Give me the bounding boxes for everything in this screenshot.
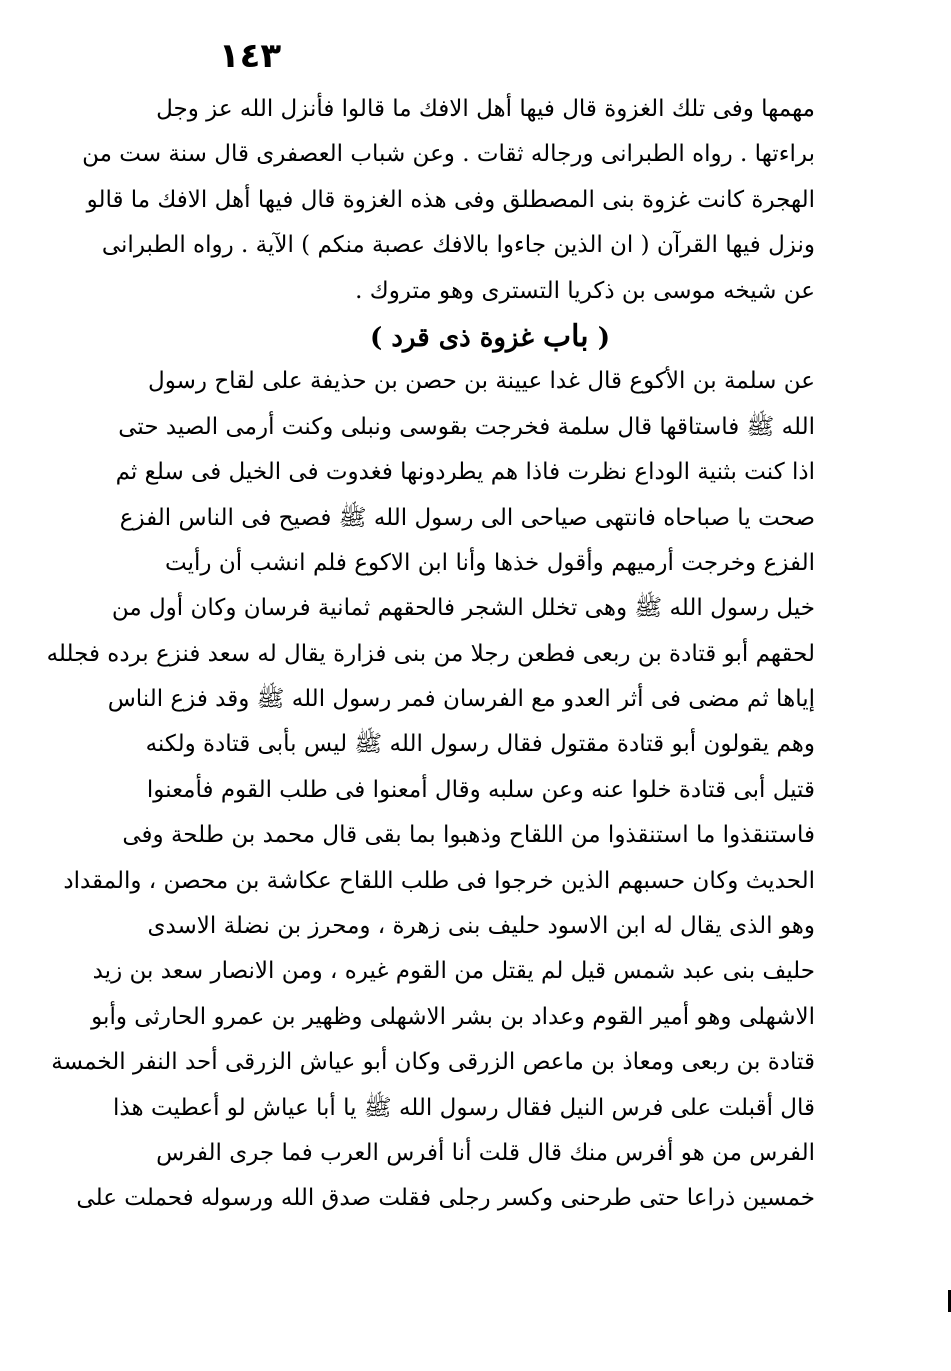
text-line: حليف بنى عبد شمس قيل لم يقتل من القوم غيره ، ومن الانصار سعد بن زيد: [92, 958, 815, 985]
text-line: الفرس من هو أفرس منك قال قلت أنا أفرس العرب فما جرى الفرس: [156, 1139, 815, 1166]
text-line: عن سلمة بن الأكوع قال غدا عيينة بن حصن بن حذيفة على لقاح رسول: [148, 368, 815, 395]
text-line: مهمها وفى تلك الغزوة قال فيها أهل الافك ما قالوا فأنزل الله عز وجل: [156, 96, 815, 122]
page-body-text: [46, 87, 815, 1222]
text-line: قتادة بن ربعى ومعاذ بن ماعص الزرقى وكان أبو عياش الزرقى أحد النفر الخمسة: [51, 1049, 815, 1076]
chapter-heading: [165, 314, 815, 359]
text-line: صحت يا صباحاه فانتهى صياحى الى رسول الله ﷺ فصيح فى الناس الفزع: [119, 504, 815, 531]
text-line: خيل رسول الله ﷺ وهى تخلل الشجر فالحقهم ثمانية فرسان وكان أول من: [111, 595, 815, 622]
text-line: الاشهلى وهو أمير القوم وعداد بن بشر الاشهلى وظهير بن عمرو الحارثى وأبو: [91, 1003, 815, 1030]
heading-open-paren: (: [597, 322, 611, 353]
text-line: ونزل فيها القرآن ( ان الذين جاءوا بالافك عصبة منكم ) الآية . رواه الطبرانى: [101, 232, 815, 259]
text-line: لحقهم أبو قتادة بن ربعى فطعن رجلا من بنى فزارة يقال له سعد فنزع برده فجلله: [46, 640, 815, 667]
heading-close-paren: ): [369, 322, 383, 353]
text-line: اذا كنت بثنية الوداع نظرت فاذا هم يطردونها فغدوت فى الخيل فى سلع ثم: [115, 459, 815, 486]
text-line: قتيل أبى قتادة خلوا عنه وعن سلبه وقال أمعنوا فى طلب القوم فأمعنوا: [146, 776, 815, 803]
text-line: عن شيخه موسى بن ذكريا التسترى وهو متروك .: [355, 277, 815, 304]
text-line: براءتها . رواه الطبرانى ورجاله ثقات . وعن شباب العصفرى قال سنة ست من: [82, 141, 815, 168]
text-line: وهو الذى يقال له ابن الاسود حليف بنى زهرة ، ومحرز بن نضلة الاسدى: [147, 913, 815, 940]
heading-title: غزوة ذى قرد: [391, 322, 534, 353]
text-line: الله ﷺ فاستاقها قال سلمة فخرجت بقوسى ونبلى وكنت أرمى الصيد حتى: [118, 413, 815, 440]
text-line: وهم يقولون أبو قتادة مقتول فقال رسول الله ﷺ ليس بأبى قتادة ولكنه: [145, 731, 815, 758]
text-line: الفزع وخرجت أرميهم وأقول خذها وأنا ابن الاكوع فلم انشب أن رأيت: [165, 549, 815, 576]
text-line: فاستنقذوا ما استنقذوا من اللقاح وذهبوا بما بقى قال محمد بن طلحة وفى: [122, 822, 815, 849]
text-line: قال أقبلت على فرس النيل فقال رسول الله ﷺ يا أبا عياش لو أعطيت هذا: [113, 1094, 815, 1121]
text-line: الهجرة كانت غزوة بنى المصطلق وفى هذه الغزوة قال فيها أهل الافك ما قالو: [86, 186, 815, 213]
text-line: إياها ثم مضى فى أثر العدو مع الفرسان فمر رسول الله ﷺ وقد فزع الناس: [107, 686, 815, 713]
text-line: خمسين ذراعا حتى طرحنى وكسر رجلى فقلت صدق الله ورسوله فحملت على: [76, 1185, 815, 1212]
text-line: الحديث وكان حسبهم الذين خرجوا فى طلب اللقاح عكاشة بن محصن ، والمقداد: [63, 867, 815, 894]
page-number: ١٤٣: [218, 36, 282, 76]
heading-bab: باب: [542, 318, 589, 354]
